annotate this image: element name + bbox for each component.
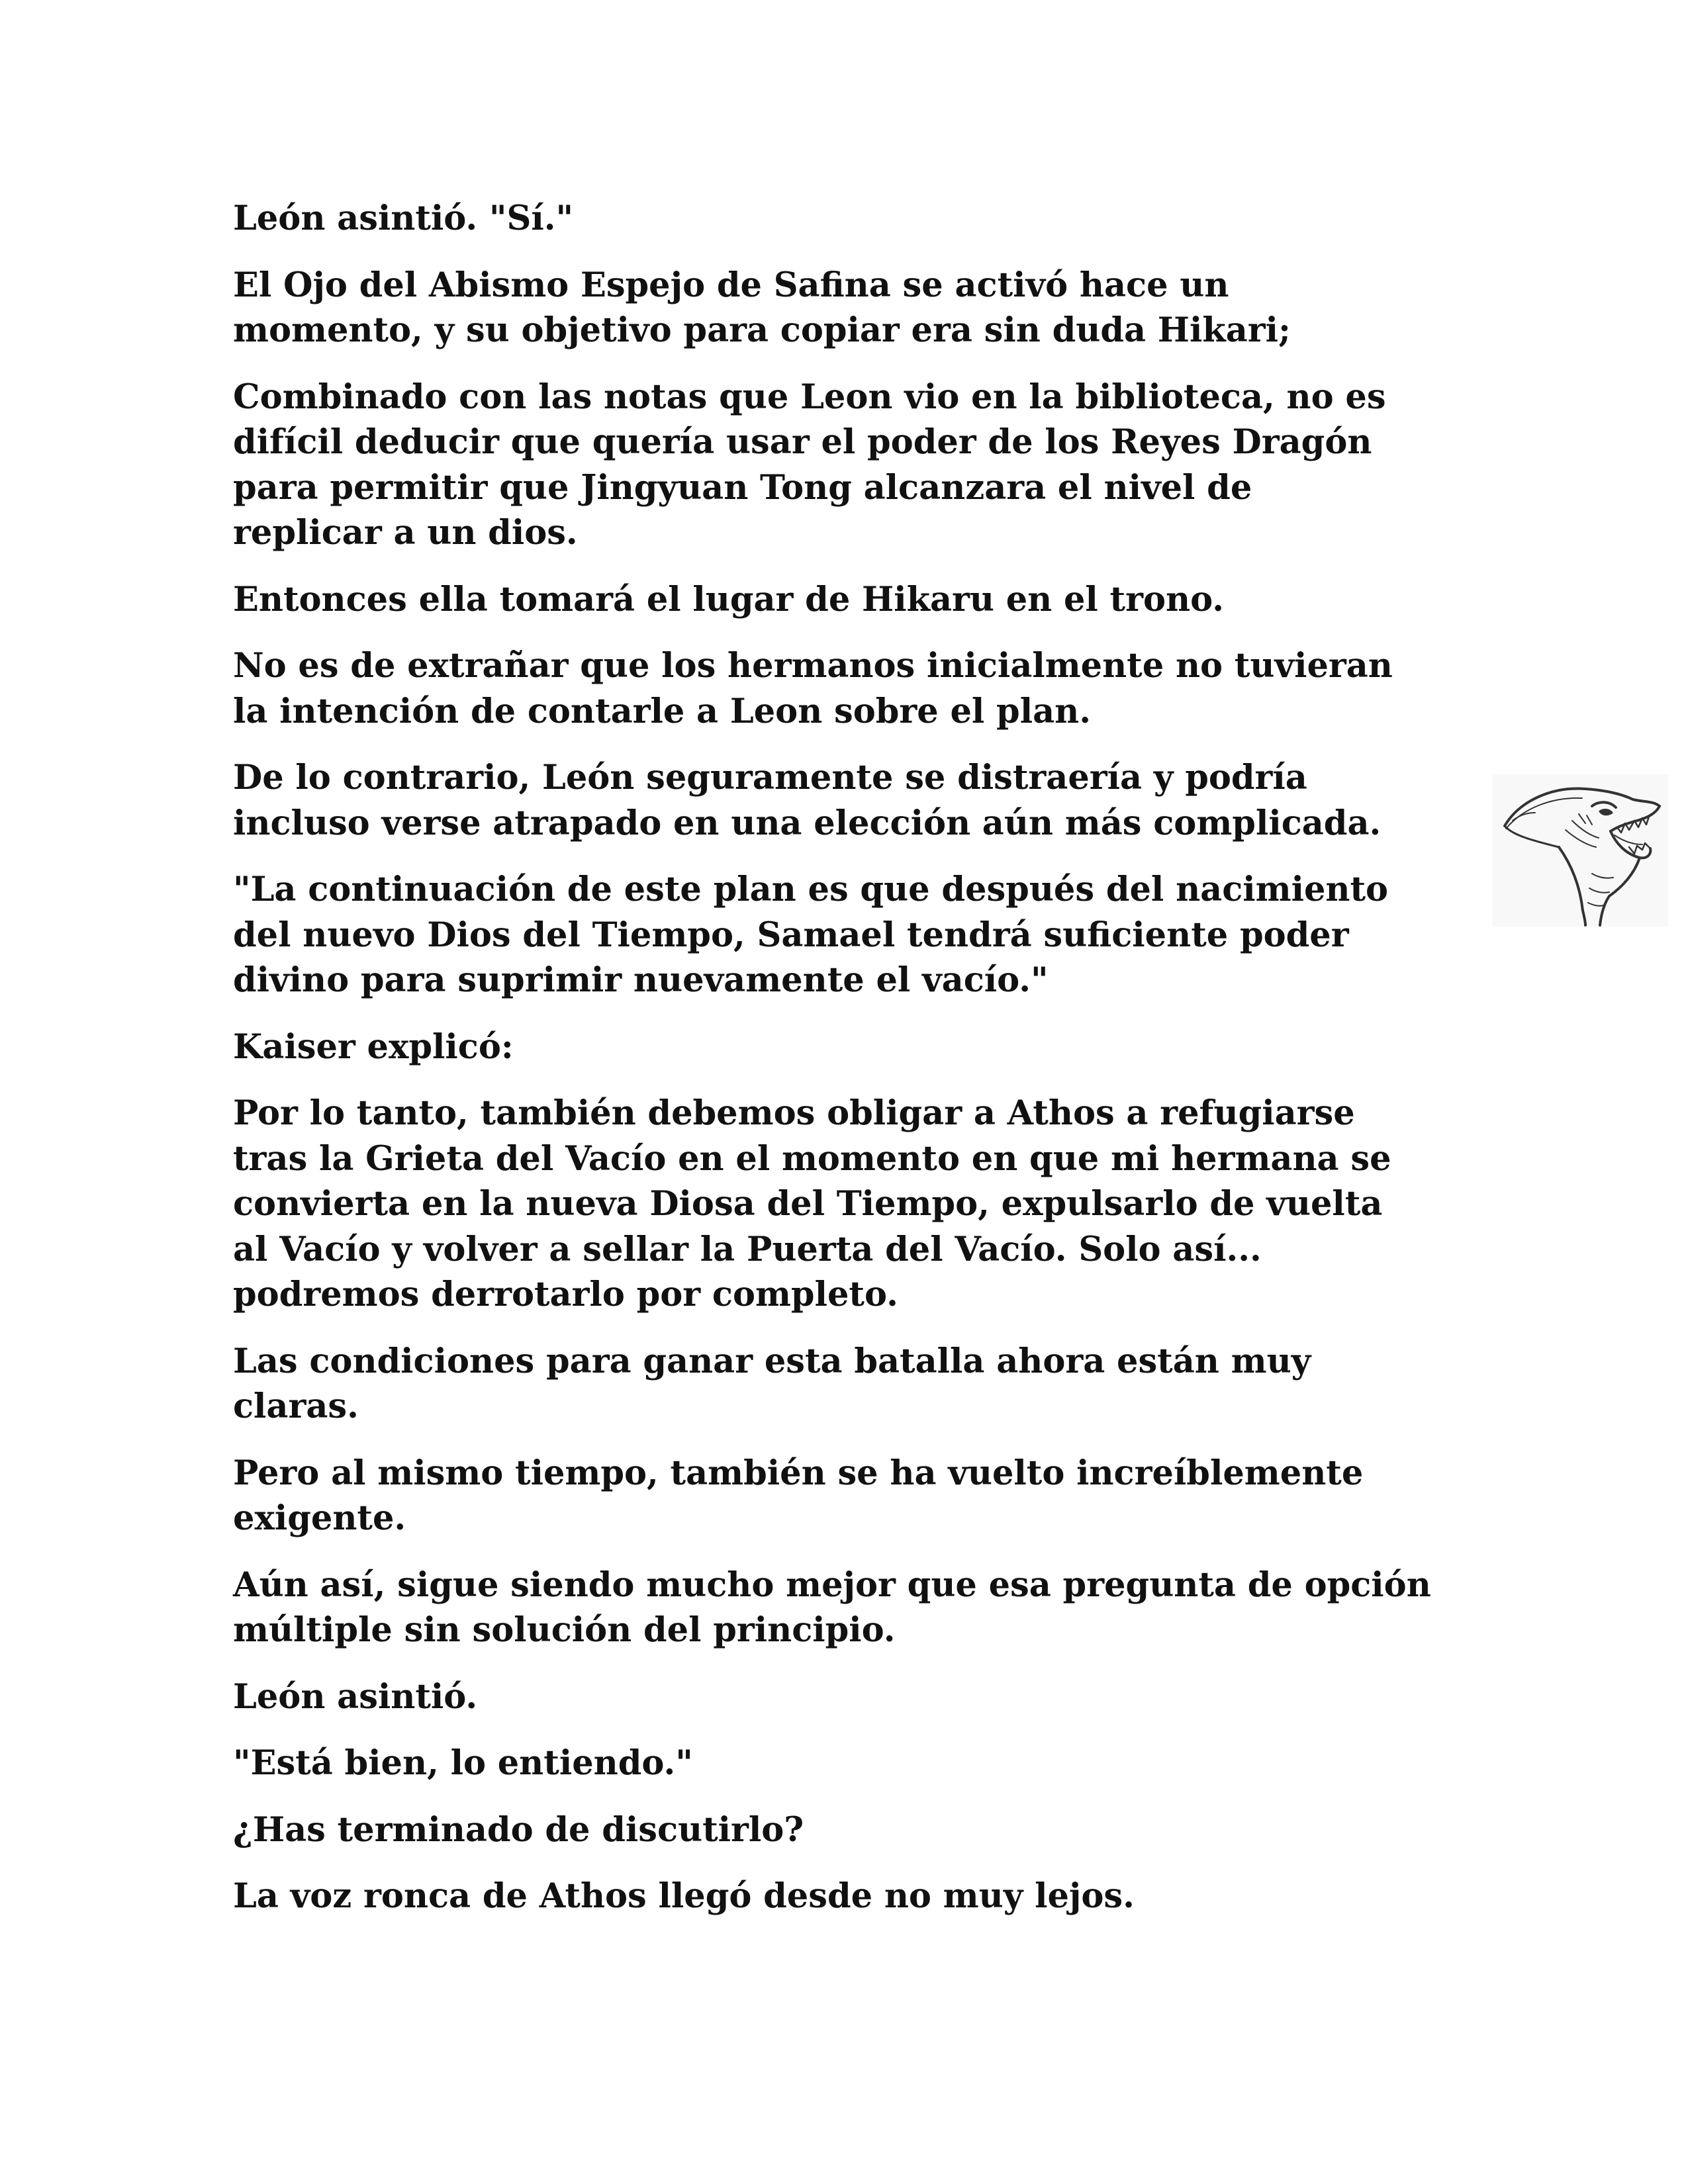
story-text: [233, 196, 1464, 1940]
paragraph-12: Aún así, sigue siendo mucho mejor que esa pregunta de opción múltiple sin solución del principio.: [233, 1565, 1431, 1650]
paragraph-14: "Está bien, lo entiendo.": [233, 1743, 693, 1783]
paragraph-16: La voz ronca de Athos llegó desde no muy lejos.: [233, 1876, 1135, 1916]
paragraph-13: León asintió.: [233, 1676, 478, 1717]
paragraph-7: "La continuación de este plan es que después del nacimiento del nuevo Dios del Tiempo, Samael tendrá suficiente poder divino para suprimir nuevamente el vacío.": [233, 870, 1389, 1000]
dinosaur-head-sketch-icon: [1493, 774, 1668, 927]
paragraph-11: Pero al mismo tiempo, también se ha vuelto increíblemente exigente.: [233, 1453, 1364, 1538]
paragraph-6: De lo contrario, León seguramente se distraería y podría incluso verse atrapado en una elección aún más complicada.: [233, 758, 1382, 843]
paragraph-1: León asintió. "Sí.": [233, 199, 574, 238]
paragraph-10: Las condiciones para ganar esta batalla ahora están muy claras.: [233, 1341, 1311, 1426]
paragraph-2: El Ojo del Abismo Espejo de Safina se activó hace un momento, y su objetivo para copiar era sin duda Hikari;: [233, 265, 1291, 350]
paragraph-15: ¿Has terminado de discutirlo?: [233, 1809, 804, 1850]
paragraph-5: No es de extrañar que los hermanos inicialmente no tuvieran la intención de contarle a Leon sobre el plan.: [233, 646, 1393, 731]
paragraph-9: Por lo tanto, también debemos obligar a Athos a refugiarse tras la Grieta del Vacío en el momento en que mi hermana se convierta en la nueva Diosa del Tiempo, expulsarlo de vuelta al Vacío y volver a sellar la Puerta del Vacío. Solo así... podremos derrotarlo por completo.: [233, 1093, 1391, 1314]
paragraph-8: Kaiser explicó:: [233, 1026, 514, 1067]
paragraph-3: Combinado con las notas que Leon vio en la biblioteca, no es difícil deducir que quería usar el poder de los Reyes Dragón para permitir que Jingyuan Tong alcanzara el nivel de replicar a un dios.: [233, 377, 1386, 553]
paragraph-4: Entonces ella tomará el lugar de Hikaru en el trono.: [233, 579, 1224, 619]
